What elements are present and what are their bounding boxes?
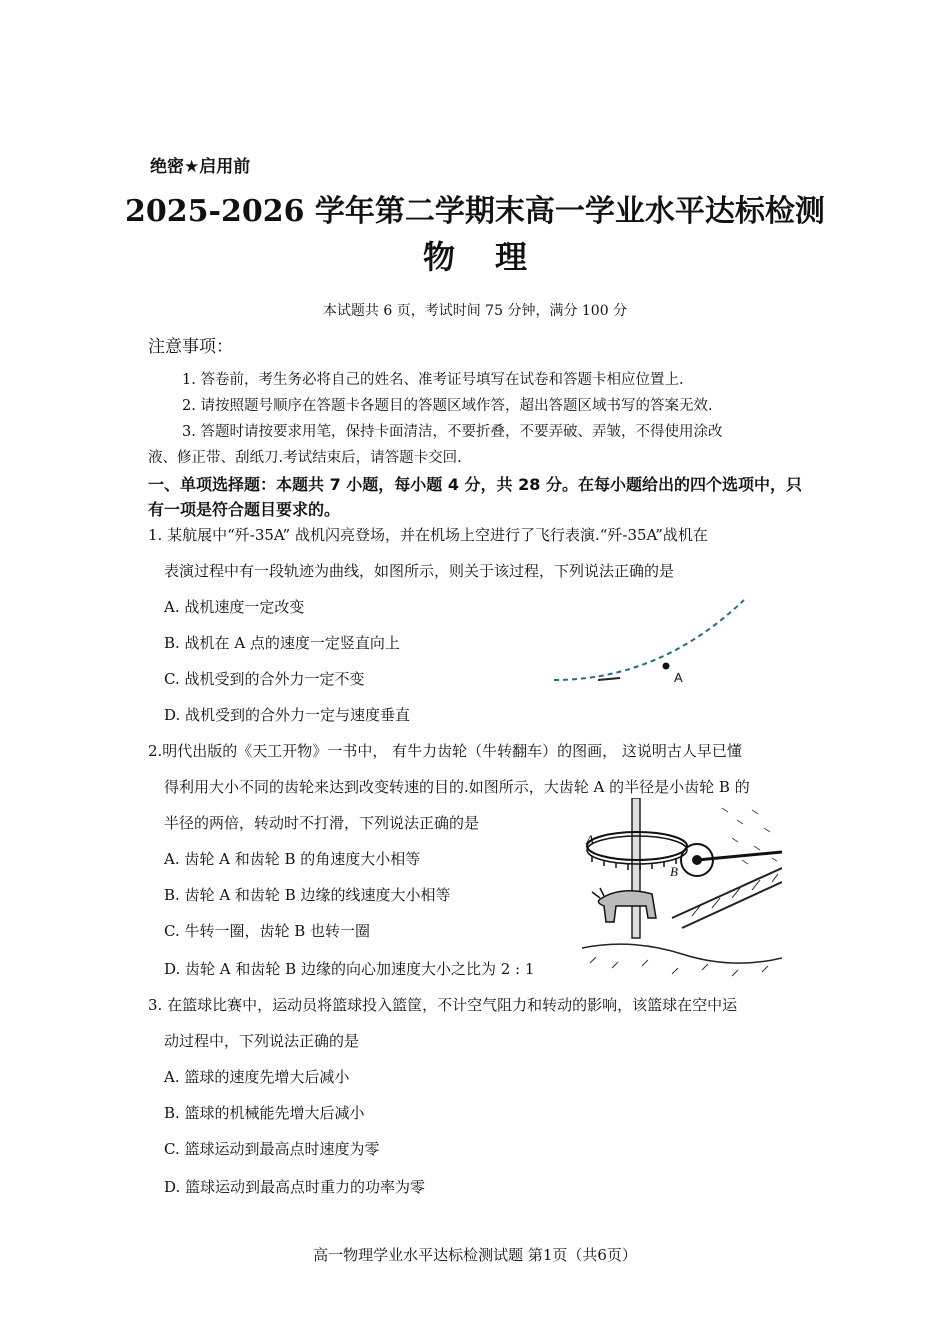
gear-b-label: B bbox=[670, 864, 678, 879]
note-item: 1. 答卷前，考生务必将自己的姓名、准考证号填写在试卷和答题卡相应位置上. bbox=[182, 372, 684, 388]
jet-icon bbox=[598, 678, 620, 680]
question-2-option-d: D. 齿轮 A 和齿轮 B 边缘的向心加速度大小之比为 2 : 1 bbox=[164, 960, 535, 978]
note-item: 液、修正带、刮纸刀.考试结束后，请答题卡交回. bbox=[148, 450, 462, 466]
notes-heading: 注意事项： bbox=[148, 337, 233, 357]
flight-trajectory-figure bbox=[550, 596, 750, 696]
secret-label: 绝密★启用前 bbox=[150, 157, 251, 177]
exam-info: 本试题共 6 页，考试时间 75 分钟，满分 100 分 bbox=[322, 303, 628, 319]
note-item: 2. 请按照题号顺序在答题卡各题目的答题区域作答，超出答题区域书写的答案无效. bbox=[182, 398, 713, 414]
question-3-stem-cont: 动过程中，下列说法正确的是 bbox=[164, 1032, 360, 1050]
question-3-option-d: D. 篮球运动到最高点时重力的功率为零 bbox=[164, 1178, 426, 1196]
gear-a-label: A bbox=[586, 832, 594, 847]
question-1-option-d: D. 战机受到的合外力一定与速度垂直 bbox=[164, 706, 411, 724]
question-2-stem-cont: 得利用大小不同的齿轮来达到改变转速的目的.如图所示，大齿轮 A 的半径是小齿轮 B 的 bbox=[164, 778, 750, 796]
question-2-stem: 2.明代出版的《天工开物》一书中， 有牛力齿轮（牛转翻车）的图画， 这说明古人早已懂 bbox=[148, 742, 742, 760]
ox-gear-illustration bbox=[582, 798, 782, 984]
subject-title: 物理 bbox=[422, 238, 567, 276]
question-3-option-b: B. 篮球的机械能先增大后减小 bbox=[164, 1104, 365, 1122]
question-2-option-a: A. 齿轮 A 和齿轮 B 的角速度大小相等 bbox=[164, 850, 421, 868]
question-1-option-b: B. 战机在 A 点的速度一定竖直向上 bbox=[164, 634, 400, 652]
question-2-option-c: C. 牛转一圈，齿轮 B 也转一圈 bbox=[164, 922, 371, 940]
exam-title: 2025-2026 学年第二学期末高一学业水平达标检测 bbox=[125, 194, 825, 229]
question-1-stem: 1. 某航展中“歼-35A” 战机闪亮登场，并在机场上空进行了飞行表演.“歼-35A”战机在 bbox=[148, 526, 708, 544]
question-2-stem-cont2: 半径的两倍，转动时不打滑，下列说法正确的是 bbox=[164, 814, 480, 832]
question-1-option-c: C. 战机受到的合外力一定不变 bbox=[164, 670, 365, 688]
section-heading: 一、单项选择题：本题共 7 小题，每小题 4 分，共 28 分。在每小题给出的四个选项中，只 bbox=[148, 475, 802, 494]
question-3-option-a: A. 篮球的速度先增大后减小 bbox=[164, 1068, 350, 1086]
trajectory-curve bbox=[554, 600, 744, 680]
section-heading-cont: 有一项是符合题目要求的。 bbox=[148, 500, 341, 519]
page-footer: 高一物理学业水平达标检测试题 第1页（共6页） bbox=[313, 1246, 637, 1264]
question-3-option-c: C. 篮球运动到最高点时速度为零 bbox=[164, 1140, 380, 1158]
point-a-dot bbox=[663, 663, 670, 670]
point-a-label: A bbox=[674, 670, 683, 685]
question-1-option-a: A. 战机速度一定改变 bbox=[164, 598, 305, 616]
question-2-option-b: B. 齿轮 A 和齿轮 B 边缘的线速度大小相等 bbox=[164, 886, 451, 904]
question-1-stem-cont: 表演过程中有一段轨迹为曲线，如图所示，则关于该过程，下列说法正确的是 bbox=[164, 562, 675, 580]
question-3-stem: 3. 在篮球比赛中，运动员将篮球投入篮筐，不计空气阻力和转动的影响，该篮球在空中运 bbox=[148, 996, 738, 1014]
note-item: 3. 答题时请按要求用笔，保持卡面清洁，不要折叠，不要弄破、弄皱，不得使用涂改 bbox=[182, 424, 723, 440]
